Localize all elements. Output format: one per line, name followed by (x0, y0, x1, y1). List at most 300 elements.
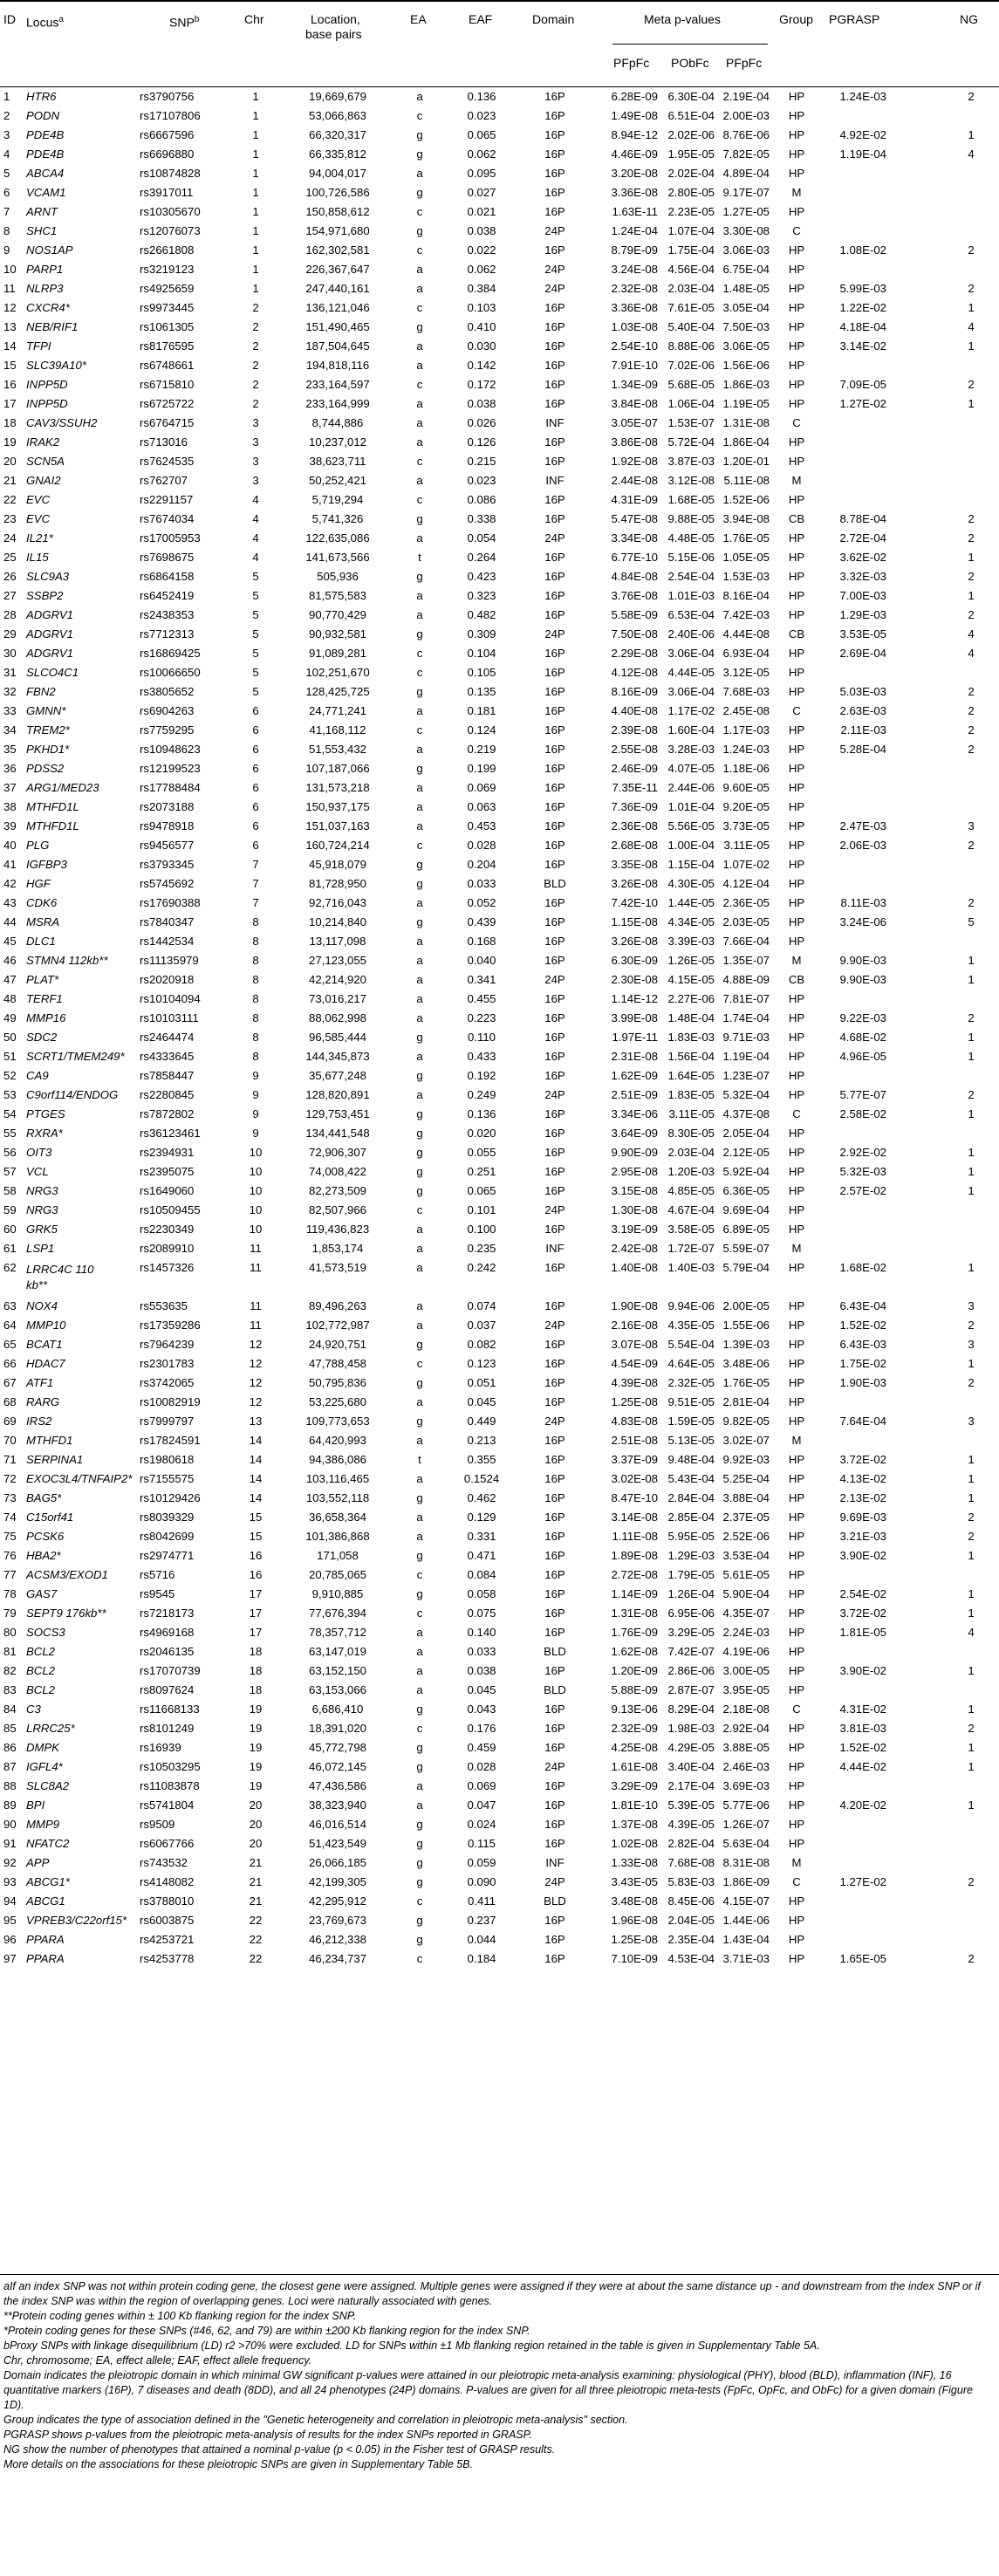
row-ng: 3 (968, 1299, 975, 1312)
row-ng: 2 (968, 243, 975, 257)
row-chr: 11 (250, 1242, 262, 1255)
row-p-obfc: 1.79E-05 (667, 1568, 715, 1581)
row-snp: rs6864158 (140, 570, 195, 583)
row-ng: 2 (968, 1376, 975, 1389)
row-p-fpfc: 1.90E-08 (611, 1299, 658, 1312)
row-chr: 10 (249, 1165, 263, 1178)
row-pgrasp: 1.22E-02 (839, 301, 886, 314)
row-locus: RXRA* (26, 1127, 63, 1140)
row-eaf: 0.338 (467, 512, 496, 525)
row-domain: INF (545, 474, 565, 487)
row-ea: g (416, 147, 423, 161)
row-p-obfc: 9.48E-04 (667, 1453, 715, 1466)
row-snp: rs743532 (140, 1856, 188, 1869)
table-row (0, 1757, 999, 1777)
row-id: 37 (3, 781, 17, 794)
row-domain: 24P (544, 1088, 565, 1101)
row-chr: 4 (252, 551, 259, 564)
row-locus: CXCR4* (26, 301, 70, 314)
row-domain: 16P (544, 589, 565, 602)
row-snp: rs17788484 (140, 781, 201, 794)
row-ea: a (416, 1223, 423, 1236)
row-domain: 16P (544, 1146, 565, 1159)
row-eaf: 0.135 (467, 685, 496, 698)
row-eaf: 0.251 (467, 1165, 496, 1178)
row-snp: rs8176595 (140, 339, 195, 353)
row-pgrasp: 1.81E-05 (839, 1626, 886, 1639)
row-domain: 16P (544, 1530, 565, 1543)
row-locus: HDAC7 (26, 1357, 65, 1370)
row-ea: a (416, 1779, 423, 1792)
row-chr: 11 (250, 1261, 262, 1274)
table-header (0, 0, 999, 87)
row-location: 128,425,725 (305, 685, 370, 698)
row-locus: LSP1 (26, 1242, 55, 1255)
row-domain: 16P (544, 1607, 565, 1620)
row-domain: 24P (544, 1203, 565, 1216)
row-id: 41 (3, 858, 17, 871)
row-p-fpfc: 1.25E-08 (611, 1395, 658, 1408)
row-p-fpfc: 3.99E-08 (611, 1011, 658, 1024)
row-ea: g (416, 858, 423, 871)
row-ng: 1 (968, 1798, 975, 1812)
row-snp: rs17005953 (140, 531, 201, 545)
row-chr: 13 (249, 1415, 263, 1428)
row-ea: g (416, 1165, 423, 1178)
row-location: 63,152,150 (308, 1664, 366, 1677)
row-pgrasp: 1.75E-02 (839, 1357, 886, 1370)
row-snp: rs17070739 (140, 1664, 201, 1677)
row-ng: 2 (968, 704, 975, 717)
row-domain: 16P (544, 1453, 565, 1466)
row-ea: a (416, 263, 423, 276)
row-eaf: 0.123 (467, 1357, 496, 1370)
row-locus: BCL2 (26, 1683, 55, 1696)
row-p-fpfc2: 1.20E-01 (722, 455, 770, 468)
row-ng: 1 (968, 1549, 975, 1562)
row-p-obfc: 1.06E-04 (667, 397, 715, 410)
row-location: 42,295,912 (308, 1894, 366, 1908)
row-ea: a (416, 800, 423, 813)
row-p-obfc: 2.87E-07 (667, 1683, 715, 1696)
row-locus: PCSK6 (26, 1530, 65, 1543)
row-p-fpfc2: 3.30E-08 (722, 224, 770, 237)
table-row (0, 606, 999, 625)
row-ea: a (416, 1530, 423, 1543)
row-p-fpfc2: 1.52E-06 (722, 493, 770, 506)
row-locus: MTHFD1 (26, 1434, 73, 1447)
row-chr: 1 (252, 243, 259, 257)
row-p-fpfc2: 1.27E-05 (722, 205, 770, 218)
row-pgrasp: 6.43E-04 (839, 1299, 886, 1312)
row-p-fpfc2: 8.76E-06 (722, 128, 770, 141)
table-row (0, 126, 999, 145)
row-group: HP (788, 1011, 805, 1024)
row-chr: 8 (252, 1011, 259, 1024)
row-ng: 2 (968, 1875, 975, 1888)
row-p-obfc: 5.68E-05 (667, 378, 715, 391)
row-eaf: 0.264 (467, 551, 496, 564)
row-domain: 16P (544, 819, 565, 832)
row-ea: g (416, 1069, 423, 1082)
row-eaf: 0.065 (467, 1184, 496, 1197)
row-group: HP (788, 1894, 805, 1908)
row-id: 15 (3, 359, 17, 372)
row-locus: PTGES (26, 1107, 65, 1120)
row-group: HP (788, 1741, 805, 1754)
row-eaf: 0.213 (467, 1434, 496, 1447)
row-group: C (792, 224, 801, 237)
row-eaf: 0.101 (467, 1203, 496, 1216)
row-eaf: 0.124 (467, 723, 496, 736)
table-row (0, 970, 999, 990)
row-location: 53,066,863 (308, 109, 366, 122)
table-row (0, 1105, 999, 1124)
row-ea: a (416, 973, 423, 986)
row-id: 47 (3, 973, 17, 986)
row-chr: 1 (252, 282, 259, 295)
row-p-fpfc: 4.83E-08 (611, 1415, 658, 1428)
header-chr: Chr (244, 12, 264, 26)
row-locus: NFATC2 (26, 1837, 70, 1850)
table-row (0, 1853, 999, 1873)
row-id: 44 (3, 915, 17, 928)
table-row (0, 951, 999, 970)
row-domain: 16P (544, 455, 565, 468)
row-p-fpfc: 2.46E-09 (611, 762, 658, 775)
row-locus: RARG (26, 1395, 60, 1408)
row-pgrasp: 1.29E-03 (839, 608, 886, 621)
row-ea: a (416, 1242, 423, 1255)
row-location: 5,719,294 (311, 493, 364, 506)
row-eaf: 0.084 (467, 1568, 496, 1581)
row-ea: c (416, 1894, 423, 1908)
row-chr: 6 (252, 819, 259, 832)
row-locus: STMN4 112kb** (26, 954, 108, 967)
row-locus: SCRT1/TMEM249* (26, 1050, 125, 1063)
row-snp: rs3917011 (140, 186, 194, 199)
row-location: 63,147,019 (308, 1645, 366, 1658)
header-domain: Domain (532, 12, 575, 26)
row-ea: a (416, 935, 423, 948)
row-domain: 16P (544, 397, 565, 410)
row-domain: 16P (544, 1626, 565, 1639)
row-domain: 16P (544, 1261, 565, 1274)
row-snp: rs2395075 (140, 1165, 195, 1178)
row-ng: 4 (968, 647, 975, 660)
row-location: 141,673,566 (305, 551, 370, 564)
header-location-1: Location, (311, 12, 360, 26)
row-locus: SHC1 (26, 224, 58, 237)
row-group: HP (788, 1837, 805, 1850)
row-snp: rs1061305 (140, 320, 195, 333)
footnote: bProxy SNPs with linkage disequilibrium (LD) r2 >70% were excluded. LD for SNPs within ±1 Mb flanking region retained in the table is given in Supplementary Table 5A. (3, 2340, 820, 2352)
row-p-fpfc: 1.34E-09 (611, 378, 658, 391)
row-group: HP (788, 1472, 805, 1485)
table-row (0, 87, 999, 106)
row-p-obfc: 2.04E-05 (667, 1914, 715, 1927)
table-row (0, 1719, 999, 1738)
row-group: C (792, 1875, 801, 1888)
row-location: 8,744,886 (311, 416, 364, 429)
row-pgrasp: 3.32E-03 (839, 570, 886, 583)
row-domain: 24P (544, 1875, 565, 1888)
row-domain: 16P (544, 128, 565, 141)
footnote: **Protein coding genes within ± 100 Kb flanking region for the index SNP. (3, 2310, 357, 2322)
row-group: HP (788, 1146, 805, 1159)
row-pgrasp: 3.72E-02 (839, 1607, 886, 1620)
table-row (0, 1297, 999, 1316)
row-chr: 8 (252, 992, 259, 1005)
row-ea: t (418, 551, 421, 564)
row-chr: 3 (252, 455, 259, 468)
row-snp: rs12076073 (140, 224, 201, 237)
row-group: HP (788, 723, 805, 736)
row-chr: 5 (252, 627, 259, 641)
row-eaf: 0.044 (467, 1933, 496, 1946)
row-eaf: 0.235 (467, 1242, 496, 1255)
row-group: HP (788, 455, 805, 468)
row-snp: rs11668133 (140, 1702, 200, 1716)
row-group: HP (788, 493, 805, 506)
row-ea: g (416, 1875, 423, 1888)
row-snp: rs3219123 (140, 263, 195, 276)
table-row (0, 1335, 999, 1354)
row-p-fpfc2: 7.50E-03 (722, 320, 770, 333)
row-ng: 1 (968, 397, 975, 410)
row-p-fpfc: 3.14E-08 (611, 1511, 658, 1524)
row-p-obfc: 3.29E-05 (667, 1626, 715, 1639)
row-group: HP (788, 551, 805, 564)
row-ng: 1 (968, 1050, 975, 1063)
row-location: 1,853,174 (311, 1242, 364, 1255)
row-p-fpfc: 2.16E-08 (611, 1319, 658, 1332)
row-snp: rs36123461 (140, 1127, 201, 1140)
row-p-fpfc: 3.48E-08 (611, 1894, 658, 1908)
row-snp: rs762707 (140, 474, 188, 487)
row-locus: MMP10 (26, 1319, 66, 1332)
row-locus: SCN5A (26, 455, 65, 468)
table-row (0, 1201, 999, 1220)
row-p-fpfc: 7.36E-09 (611, 800, 658, 813)
row-locus: IGFBP3 (26, 858, 67, 871)
row-p-fpfc: 4.39E-08 (611, 1376, 658, 1389)
row-ea: a (416, 589, 423, 602)
row-locus: IRAK2 (26, 435, 60, 449)
row-p-obfc: 1.00E-04 (667, 839, 715, 852)
row-location: 101,386,868 (305, 1530, 370, 1543)
row-eaf: 0.453 (467, 819, 496, 832)
row-snp: rs10874828 (140, 167, 201, 180)
table-row (0, 490, 999, 510)
header-pgrasp: PGRASP (829, 12, 880, 26)
row-eaf: 0.038 (467, 397, 496, 410)
row-location: 162,302,581 (305, 243, 370, 257)
table-row (0, 298, 999, 318)
row-id: 25 (3, 551, 17, 564)
table-row (0, 1470, 999, 1489)
table-row (0, 1777, 999, 1796)
row-p-fpfc2: 3.88E-04 (722, 1491, 770, 1504)
row-id: 38 (3, 800, 17, 813)
row-domain: 16P (544, 1031, 565, 1044)
row-eaf: 0.323 (467, 589, 496, 602)
row-group: HP (788, 167, 805, 180)
row-eaf: 0.058 (467, 1587, 496, 1600)
header-snp: SNP$^b$ (169, 15, 200, 30)
row-locus: ABCA4 (26, 167, 65, 180)
row-ea: a (416, 474, 423, 487)
row-id: 42 (3, 877, 17, 890)
row-id: 2 (3, 109, 10, 122)
row-p-fpfc: 2.55E-08 (611, 743, 658, 756)
row-snp: rs7999797 (140, 1415, 195, 1428)
row-domain: 16P (544, 839, 565, 852)
row-location: 42,214,920 (308, 973, 366, 986)
row-pgrasp: 1.52E-02 (839, 1319, 886, 1332)
row-snp: rs10082919 (140, 1395, 201, 1408)
row-pgrasp: 4.18E-04 (839, 320, 886, 333)
row-chr: 1 (252, 263, 259, 276)
row-pgrasp: 7.64E-04 (839, 1415, 886, 1428)
row-location: 82,273,509 (308, 1184, 366, 1197)
row-snp: rs2464474 (140, 1031, 195, 1044)
row-pgrasp: 9.22E-03 (839, 1011, 886, 1024)
row-eaf: 0.455 (467, 992, 496, 1005)
row-location: 45,918,079 (308, 858, 366, 871)
row-ea: g (416, 1741, 423, 1754)
row-p-obfc: 6.95E-06 (667, 1607, 715, 1620)
row-snp: rs6748661 (140, 359, 195, 372)
row-locus: IL15 (26, 551, 49, 564)
row-domain: BLD (544, 1894, 566, 1908)
row-ea: c (416, 647, 423, 660)
row-domain: 24P (544, 263, 565, 276)
row-p-obfc: 1.01E-04 (667, 800, 715, 813)
row-id: 48 (3, 992, 17, 1005)
row-ea: a (416, 282, 423, 295)
row-location: 38,323,940 (308, 1798, 366, 1812)
row-id: 65 (3, 1338, 17, 1351)
row-p-fpfc: 1.49E-08 (611, 109, 658, 122)
row-p-fpfc: 3.37E-09 (611, 1453, 658, 1466)
row-locus: ADGRV1 (26, 647, 73, 660)
row-group: HP (788, 915, 805, 928)
row-pgrasp: 9.90E-03 (839, 973, 886, 986)
row-p-fpfc2: 1.44E-06 (722, 1914, 770, 1927)
row-snp: rs2089910 (140, 1242, 195, 1255)
row-chr: 6 (252, 781, 259, 794)
row-p-fpfc2: 2.24E-03 (722, 1626, 770, 1639)
footnote: More details on the associations for these pleiotropic SNPs are given in Supplementary Table 5B. (3, 2458, 474, 2470)
row-eaf: 0.184 (467, 1952, 496, 1965)
row-chr: 21 (249, 1894, 263, 1908)
row-domain: 16P (544, 1299, 565, 1312)
row-p-fpfc: 1.92E-08 (611, 455, 658, 468)
row-pgrasp: 2.92E-02 (839, 1146, 886, 1159)
row-ea: a (416, 339, 423, 353)
row-domain: 16P (544, 858, 565, 871)
row-ea: a (416, 1798, 423, 1812)
row-p-fpfc2: 3.06E-05 (722, 339, 770, 353)
row-p-fpfc: 3.26E-08 (611, 877, 658, 890)
row-ng: 2 (968, 743, 975, 756)
table-row (0, 1450, 999, 1470)
row-id: 51 (3, 1050, 17, 1063)
row-snp: rs1457326 (140, 1261, 195, 1274)
row-chr: 12 (249, 1395, 263, 1408)
row-group: HP (788, 1607, 805, 1620)
row-p-fpfc: 2.39E-08 (611, 723, 658, 736)
row-group: HP (788, 935, 805, 948)
row-chr: 7 (252, 877, 259, 890)
table-row (0, 1527, 999, 1546)
row-snp: rs10305670 (140, 205, 201, 218)
table-row (0, 778, 999, 798)
row-id: 6 (3, 186, 10, 199)
row-snp: rs16939 (140, 1741, 181, 1754)
row-p-obfc: 4.67E-04 (667, 1203, 715, 1216)
table-row (0, 1604, 999, 1623)
row-p-fpfc: 2.54E-10 (611, 339, 658, 353)
row-p-fpfc: 8.16E-09 (611, 685, 658, 698)
row-group: C (792, 416, 801, 429)
row-domain: 16P (544, 1779, 565, 1792)
row-group: HP (788, 1338, 805, 1351)
row-group: HP (788, 339, 805, 353)
row-location: 9,910,885 (311, 1587, 364, 1600)
row-p-obfc: 1.53E-07 (667, 416, 715, 429)
row-id: 95 (3, 1914, 17, 1927)
row-eaf: 0.038 (467, 224, 496, 237)
row-ea: c (416, 243, 423, 257)
row-location: 5,741,326 (311, 512, 364, 525)
row-p-fpfc: 3.64E-09 (611, 1127, 658, 1140)
row-p-obfc: 2.86E-06 (667, 1664, 715, 1677)
row-snp: rs8039329 (140, 1511, 195, 1524)
row-eaf: 0.172 (467, 378, 496, 391)
row-location: 233,164,999 (305, 397, 370, 410)
row-ea: g (416, 512, 423, 525)
row-domain: 16P (544, 493, 565, 506)
row-ng: 1 (968, 1031, 975, 1044)
row-group: HP (788, 1798, 805, 1812)
row-ng: 2 (968, 608, 975, 621)
row-group: HP (788, 858, 805, 871)
row-domain: 16P (544, 1011, 565, 1024)
row-location: 102,772,987 (305, 1319, 370, 1332)
row-group: HP (788, 359, 805, 372)
row-group: HP (788, 1223, 805, 1236)
row-p-fpfc2: 3.73E-05 (722, 819, 770, 832)
table-row (0, 1681, 999, 1700)
row-id: 11 (3, 282, 16, 295)
row-pgrasp: 8.78E-04 (839, 512, 886, 525)
row-locus: BCL2 (26, 1645, 55, 1658)
table-row (0, 1911, 999, 1930)
row-p-obfc: 5.56E-05 (667, 819, 715, 832)
row-pgrasp: 1.08E-02 (839, 243, 886, 257)
row-ng: 3 (968, 1415, 975, 1428)
row-ea: a (416, 167, 423, 180)
row-p-obfc: 1.26E-04 (667, 1587, 715, 1600)
row-location: 46,234,737 (308, 1952, 366, 1965)
row-id: 63 (3, 1299, 17, 1312)
row-location: 27,123,055 (308, 954, 366, 967)
row-p-fpfc: 3.84E-08 (611, 397, 658, 410)
table-row (0, 1086, 999, 1105)
row-p-obfc: 5.15E-06 (667, 551, 715, 564)
